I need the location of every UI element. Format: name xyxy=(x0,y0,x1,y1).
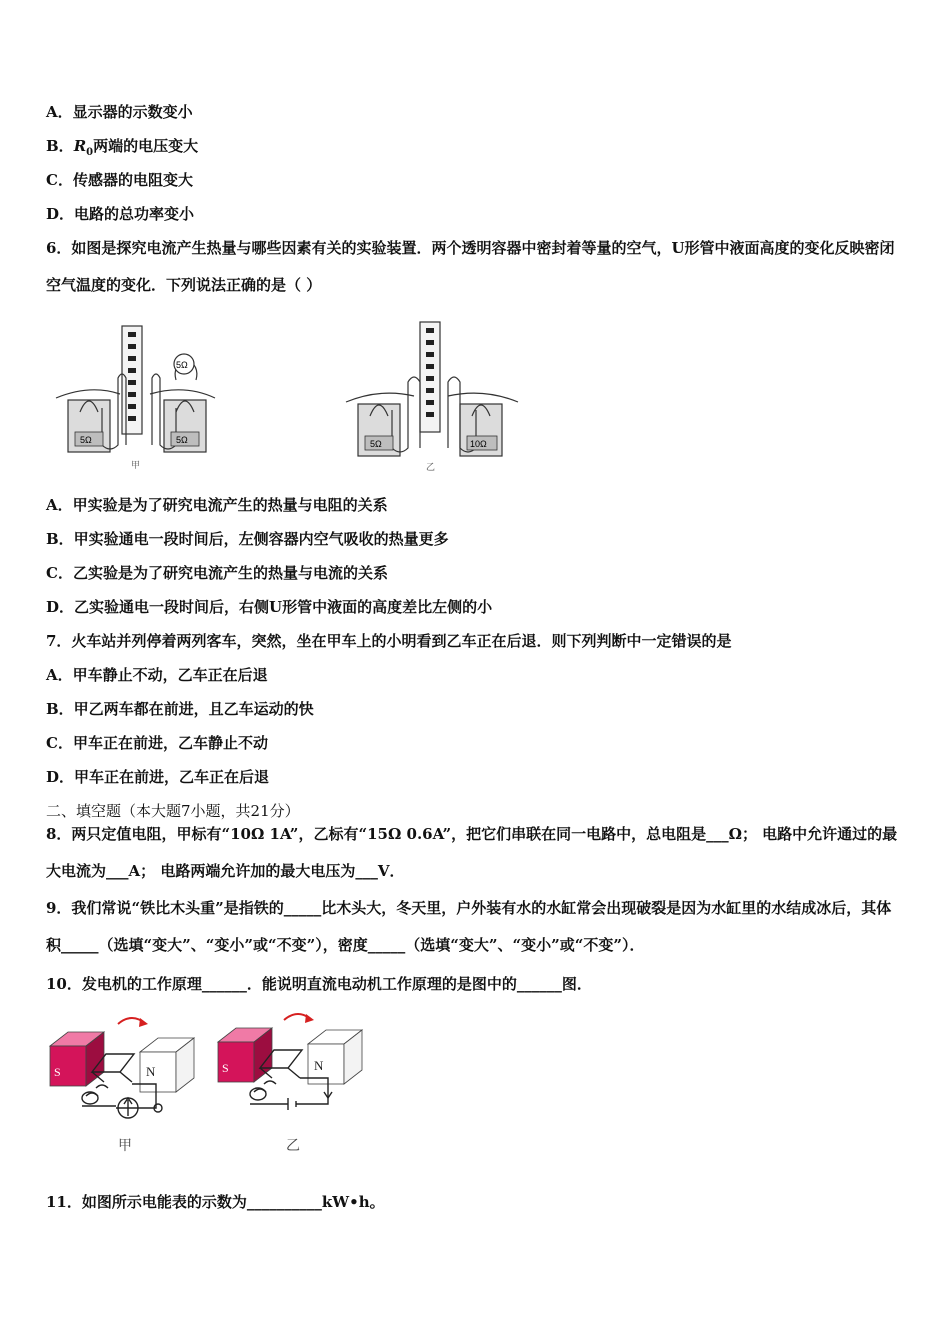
q5-option-b-variable: R xyxy=(73,137,87,155)
q6-option-d[interactable]: D．乙实验通电一段时间后，右侧U形管中液面的高度差比左侧的小 xyxy=(46,598,493,616)
q7-option-d[interactable]: D．甲车正在前进，乙车正在后退 xyxy=(46,768,270,786)
q10-left-n-pole: N xyxy=(146,1064,156,1079)
q6-left-right-resistor: 5Ω xyxy=(176,435,188,445)
section-2-title: 二、填空题（本大题7小题，共21分） xyxy=(46,802,300,820)
q6-option-a[interactable]: A．甲实验是为了研究电流产生的热量与电阻的关系 xyxy=(46,496,388,514)
q6-left-top-resistor: 5Ω xyxy=(176,360,188,370)
q11-text: 11．如图所示电能表的示数为__________kW•h。 xyxy=(46,1193,385,1211)
q6-figure-left xyxy=(50,320,220,472)
q6-right-label: 乙 xyxy=(426,463,436,473)
q5-option-b-text: 两端的电压变大 xyxy=(93,137,199,155)
q6-figure-right xyxy=(344,318,522,474)
q5-option-b[interactable] xyxy=(46,135,198,158)
q7-option-a[interactable]: A．甲车静止不动，乙车正在后退 xyxy=(46,666,268,684)
q5-option-d[interactable]: D．电路的总功率变小 xyxy=(46,205,195,223)
q10-right-s-pole: S xyxy=(222,1061,229,1075)
q8-text: 8．两只定值电阻，甲标有“10Ω 1A”，乙标有“15Ω 0.6A”，把它们串联在同一电路中，总电阻是___Ω； 电路中允许通过的最大电流为___A； 电路两端允许加的最大电压为___V． xyxy=(46,825,898,880)
q10-left-label: 甲 xyxy=(118,1138,132,1154)
q7-option-b[interactable]: B．甲乙两车都在前进，且乙车运动的快 xyxy=(46,700,314,718)
q10-text: 10．发电机的工作原理______．能说明直流电动机工作原理的是图中的______图． xyxy=(46,975,592,993)
q5-option-b-subscript: 0 xyxy=(86,147,94,158)
q10-right-n-pole: N xyxy=(314,1058,324,1073)
q6-stem: 6．如图是探究电流产生热量与哪些因素有关的实验装置．两个透明容器中密封着等量的空气，U形管中液面高度的变化反映密闭空气温度的变化．下列说法正确的是（ ） xyxy=(46,239,895,294)
q6-left-left-resistor: 5Ω xyxy=(80,435,92,445)
q10-right-label: 乙 xyxy=(286,1138,300,1154)
q6-right-left-resistor: 5Ω xyxy=(370,439,382,449)
q6-right-right-resistor: 10Ω xyxy=(470,439,487,449)
q5-option-a[interactable]: A．显示器的示数变小 xyxy=(46,103,193,121)
q6-left-label: 甲 xyxy=(131,461,141,471)
q6-option-c[interactable]: C．乙实验是为了研究电流产生的热量与电流的关系 xyxy=(46,564,388,582)
q10-figure-right xyxy=(216,1008,366,1158)
q5-option-c[interactable]: C．传感器的电阻变大 xyxy=(46,171,193,189)
q7-stem: 7．火车站并列停着两列客车，突然，坐在甲车上的小明看到乙车正在后退．则下列判断中一定错误的是 xyxy=(46,632,732,650)
q9-text: 9．我们常说“铁比木头重”是指铁的_____比木头大，冬天里，户外装有水的水缸常会出现破裂是因为水缸里的水结成冰后，其体积_____（选填“变大”、“变小”或“不变”），密度_____（选填“变大”、“变小”或“不变”）． xyxy=(46,899,892,954)
q6-option-b[interactable]: B．甲实验通电一段时间后，左侧容器内空气吸收的热量更多 xyxy=(46,530,449,548)
q7-option-c[interactable]: C．甲车正在前进，乙车静止不动 xyxy=(46,734,268,752)
q10-figure-left xyxy=(46,1012,198,1157)
q5-option-b-prefix: B． xyxy=(46,137,74,155)
q10-left-s-pole: S xyxy=(54,1065,61,1079)
